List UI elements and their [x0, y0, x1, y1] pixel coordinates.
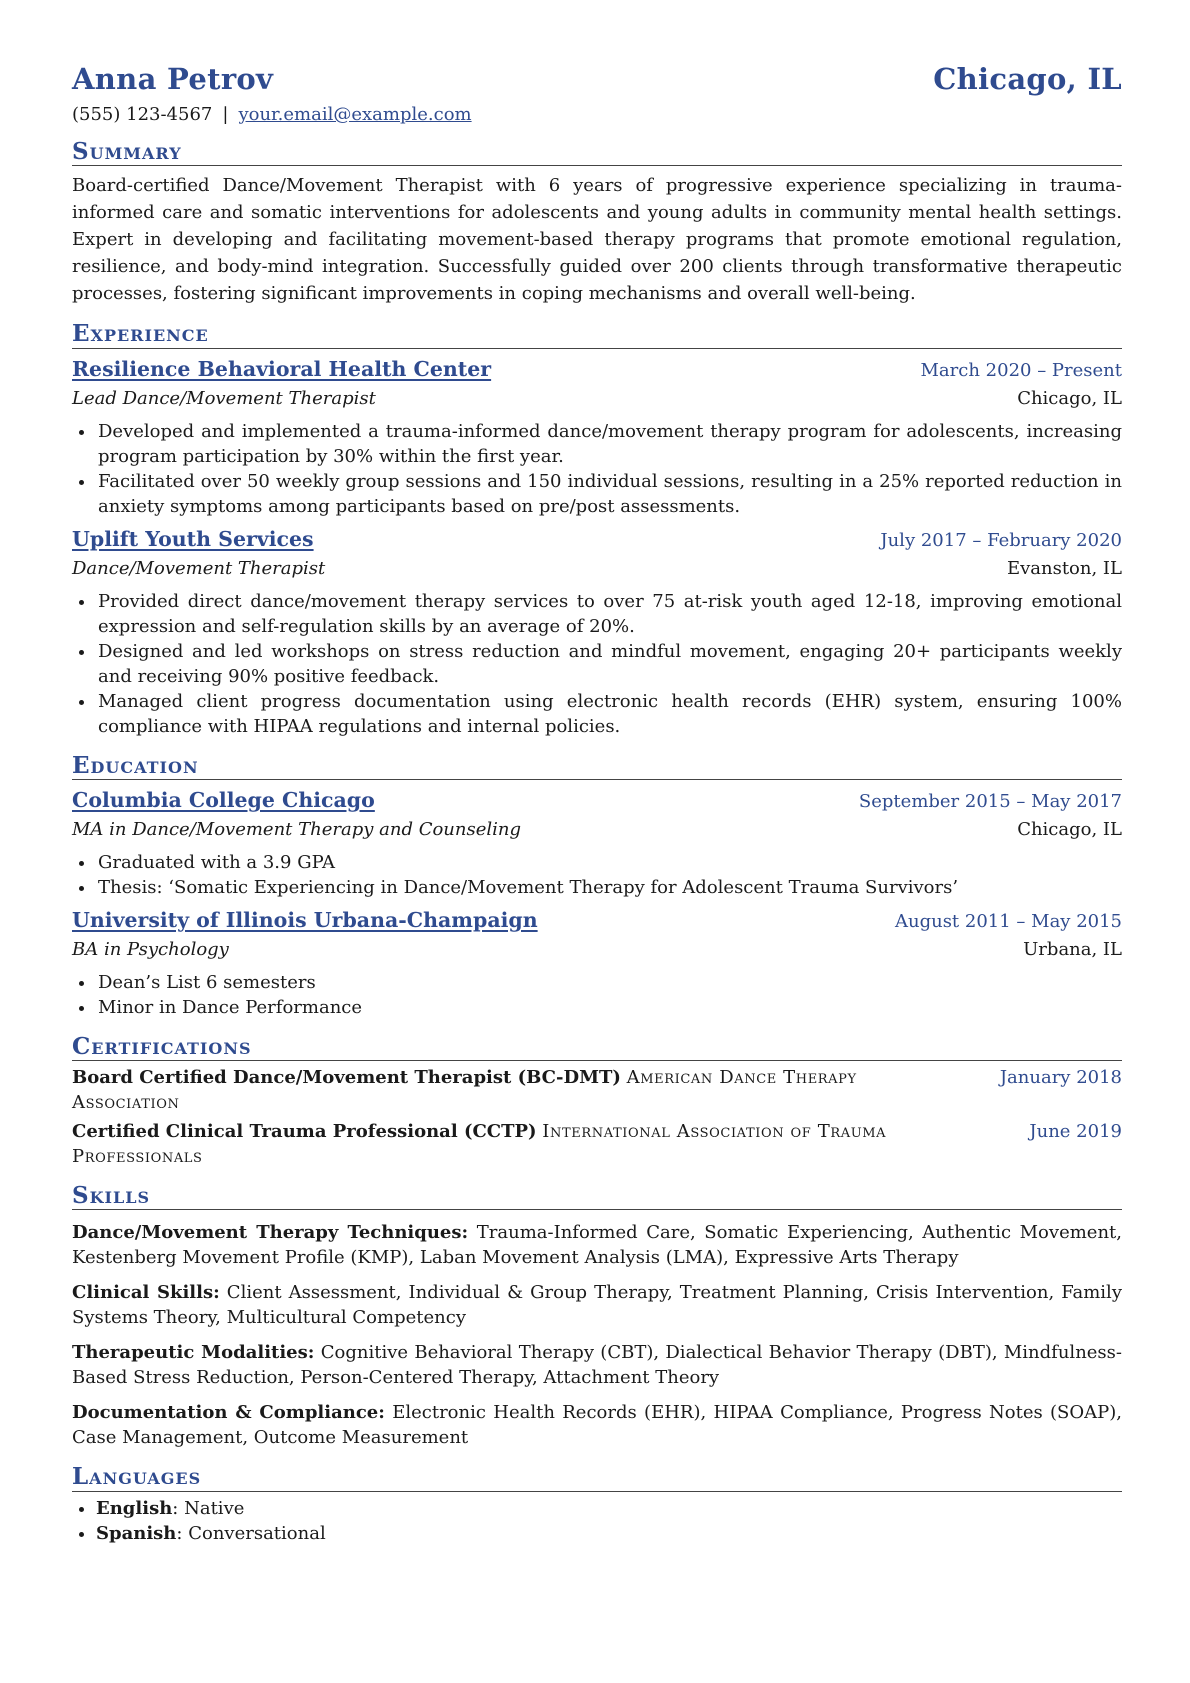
study-dates: August 2011 – May 2015: [894, 910, 1122, 932]
achievement-item: • Designed and led workshops on stress reduction and mindful movement, engaging 20+ participants weekly and receiving 90% positive feedback.: [96, 639, 1122, 689]
experience-entry: [72, 525, 1122, 739]
experience-section: [72, 321, 1122, 738]
skill-group-text: Electronic Health Records (EHR), HIPAA Compliance, Progress Notes (SOAP), Case Management, Outcome Measurement: [72, 1402, 1123, 1449]
school-link[interactable]: Columbia College Chicago: [72, 787, 375, 812]
skill-group-label: Dance/Movement Therapy Techniques:: [72, 1222, 469, 1244]
education-details: [72, 850, 1122, 900]
employer-link[interactable]: Uplift Youth Services: [72, 526, 314, 551]
languages-section: [72, 1464, 1122, 1545]
skill-group: [72, 1220, 1122, 1270]
study-dates: September 2015 – May 2017: [858, 790, 1122, 812]
header-location: Chicago, IL: [933, 62, 1122, 96]
contact-line: [72, 104, 1122, 125]
skill-group-text: Cognitive Behavioral Therapy (CBT), Dialectical Behavior Therapy (DBT), Mindfulness-Based Stress Reduction, Person-Centered Therapy, Attachment Theory: [72, 1342, 1122, 1389]
section-title-languages: Languages: [72, 1464, 1122, 1491]
education-entry: [72, 906, 1122, 1020]
achievement-item: • Facilitated over 50 weekly group sessions and 150 individual sessions, resulting in a 25% reported reduction in anxiety symptoms among participants based on pre/post assessments.: [96, 469, 1122, 519]
certification-issuer: American Dance Therapy Association: [72, 1067, 857, 1114]
education-detail-item: • Minor in Dance Performance: [96, 995, 1122, 1020]
degree: BA in Psychology: [72, 938, 229, 960]
language-level: Native: [184, 1497, 245, 1519]
education-detail-item: • Graduated with a 3.9 GPA: [96, 850, 1122, 875]
employment-dates: July 2017 – February 2020: [880, 529, 1122, 551]
phone: (555) 123-4567: [72, 104, 213, 125]
achievement-item: • Developed and implemented a trauma-informed dance/movement therapy program for adolescents, increasing program participation by 30% within the first year.: [96, 419, 1122, 469]
education-details: [72, 970, 1122, 1020]
header: [72, 62, 1122, 96]
job-location: Chicago, IL: [1017, 387, 1122, 409]
school-location: Urbana, IL: [1023, 938, 1122, 960]
section-title-skills: Skills: [72, 1183, 1122, 1210]
language-item: • Spanish: Conversational: [96, 1521, 1122, 1546]
job-title: Lead Dance/Movement Therapist: [72, 387, 376, 409]
language-item: • English: Native: [96, 1496, 1122, 1521]
candidate-name: Anna Petrov: [72, 62, 274, 96]
language-name: Spanish: [96, 1522, 177, 1544]
education-entry: [72, 786, 1122, 900]
section-title-education: Education: [72, 753, 1122, 780]
language-name: English: [96, 1497, 173, 1519]
language-list: [72, 1496, 1122, 1546]
certification-date: January 2018: [999, 1067, 1122, 1089]
contact-separator: |: [222, 104, 229, 125]
skills-section: [72, 1183, 1122, 1450]
language-level: Conversational: [188, 1522, 326, 1544]
school-link[interactable]: University of Illinois Urbana-Champaign: [72, 907, 538, 932]
achievement-list: [72, 419, 1122, 519]
certification-item: [72, 1119, 1122, 1169]
section-title-certifications: Certifications: [72, 1034, 1122, 1061]
certification-item: [72, 1065, 1122, 1115]
skill-group-text: Trauma-Informed Care, Somatic Experiencing, Authentic Movement, Kestenberg Movement Profile (KMP), Laban Movement Analysis (LMA), Expressive Arts Therapy: [72, 1222, 1122, 1269]
skill-group: [72, 1340, 1122, 1390]
certifications-section: [72, 1034, 1122, 1169]
summary-text: Board-certified Dance/Movement Therapist with 6 years of progressive experience specializing in trauma-informed care and somatic interventions for adolescents and young adults in community mental health settings. Expert in developing and facilitating movement-based therapy programs that promote emotional regulation, resilience, and body-mind integration. Successfully guided over 200 clients through transformative therapeutic processes, fostering significant improvements in coping mechanisms and overall well-being.: [72, 175, 1122, 305]
section-title-summary: Summary: [72, 139, 1122, 166]
school-location: Chicago, IL: [1017, 818, 1122, 840]
achievement-item: • Managed client progress documentation using electronic health records (EHR) system, ensuring 100% compliance with HIPAA regulations and internal policies.: [96, 689, 1122, 739]
achievement-item: • Provided direct dance/movement therapy services to over 75 at-risk youth aged 12-18, improving emotional expression and self-regulation skills by an average of 20%.: [96, 589, 1122, 639]
skill-group-label: Therapeutic Modalities:: [72, 1342, 315, 1364]
employment-dates: March 2020 – Present: [920, 359, 1122, 381]
degree: MA in Dance/Movement Therapy and Counseling: [72, 818, 522, 840]
education-detail-item: • Dean’s List 6 semesters: [96, 970, 1122, 995]
skill-group-label: Documentation & Compliance:: [72, 1402, 385, 1424]
certification-name: Certified Clinical Trauma Professional (CCTP): [72, 1121, 537, 1143]
summary-section: [72, 139, 1122, 307]
certification-name: Board Certified Dance/Movement Therapist (BC-DMT): [72, 1067, 621, 1089]
experience-entry: [72, 355, 1122, 519]
certification-date: June 2019: [1029, 1121, 1122, 1143]
certification-issuer: International Association of Trauma Professionals: [72, 1121, 887, 1168]
skill-group: [72, 1400, 1122, 1450]
job-location: Evanston, IL: [1006, 557, 1122, 579]
skill-group-text: Client Assessment, Individual & Group Therapy, Treatment Planning, Crisis Intervention, Family Systems Theory, Multicultural Competency: [72, 1282, 1122, 1329]
skill-group-label: Clinical Skills:: [72, 1282, 220, 1304]
email-link[interactable]: your.email@example.com: [238, 104, 472, 125]
job-title: Dance/Movement Therapist: [72, 557, 326, 579]
education-detail-item: • Thesis: ‘Somatic Experiencing in Dance/Movement Therapy for Adolescent Trauma Survivors’: [96, 875, 1122, 900]
employer-link[interactable]: Resilience Behavioral Health Center: [72, 356, 492, 381]
section-title-experience: Experience: [72, 321, 1122, 348]
skill-group: [72, 1280, 1122, 1330]
education-section: [72, 753, 1122, 1020]
achievement-list: [72, 589, 1122, 739]
